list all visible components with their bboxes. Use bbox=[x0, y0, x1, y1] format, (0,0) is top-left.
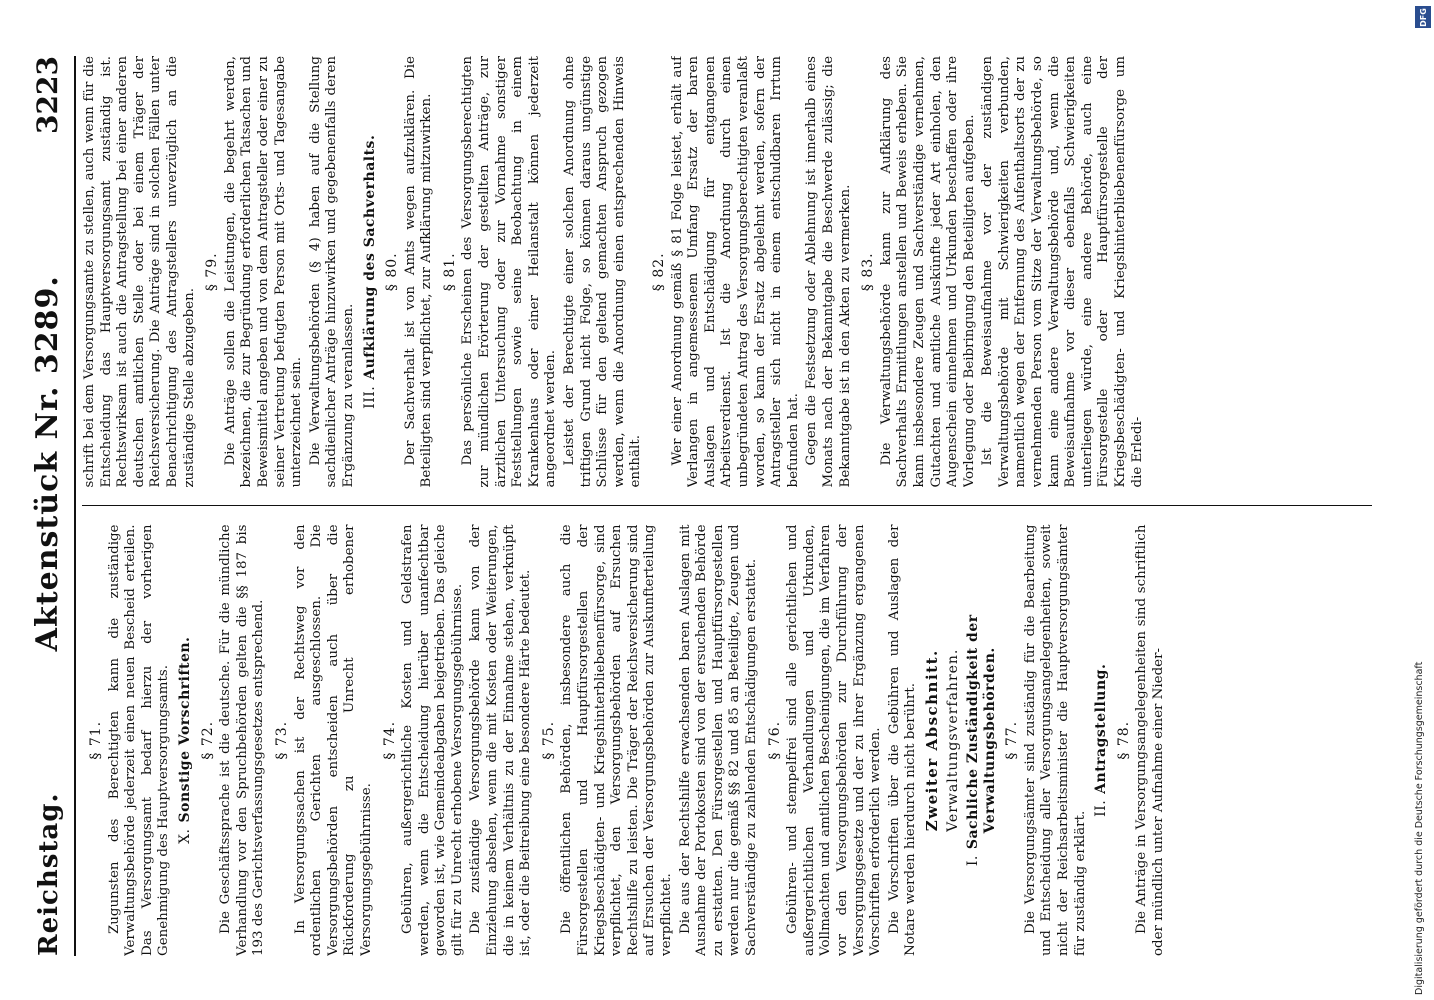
section-heading bbox=[362, 56, 379, 488]
section-heading bbox=[965, 525, 998, 957]
paragraph: Der Sachverhalt ist von Amts wegen aufzuklären. Die Beteiligten sind verpflichtet, zur Aufklärung mitzuwirken. bbox=[402, 56, 435, 488]
paragraph: Zugunsten des Berechtigten kann die zuständige Verwaltungsbehörde jederzeit einen neuen Bescheid erteilen. Das Versorgungsamt bedarf hierzu der vorherigen Genehmigung des Hauptversorgungsamts. bbox=[106, 524, 172, 956]
heading-text: Sonstige Vorschriften. bbox=[176, 636, 193, 823]
section-heading bbox=[177, 525, 194, 957]
column-left bbox=[82, 525, 1372, 957]
paragraph: In Versorgungssachen ist der Rechtsweg vor den ordentlichen Gerichten ausgeschlossen. Die Versorgungsbehörden entscheiden auch über die Rückforderung zu Unrecht erhobener Versorgungsgebührnisse. bbox=[292, 524, 374, 956]
section-number: § 72. bbox=[199, 720, 216, 760]
section-number: § 73. bbox=[273, 720, 290, 760]
heading-text: Aufklärung des Sachverhalts. bbox=[361, 134, 378, 380]
heading-numeral: II. bbox=[1093, 799, 1110, 817]
heading-text: Sachliche Zuständigkeit der Verwaltungsbehörden. bbox=[965, 614, 998, 850]
paragraph: Wer einer Anordnung gemäß § 81 Folge leistet, erhält auf Verlangen in angemessenem Umfang Ersatz der baren Auslagen und Entschädigung für entgangenen Arbeitsverdienst. Ist die Anordnung durch einen unbegründeten Antrag des Versorgungsberechtigten veranlaßt worden, so kann der Ersatz abgelehnt werden, sofern der Antragsteller sich nicht in einem entschuldbaren Irrtum befunden hat. bbox=[669, 56, 801, 488]
paragraph: Die aus der Rechtshilfe erwachsenden baren Auslagen mit Ausnahme der Portokosten sind von der ersuchenden Behörde zu erstatten. Den Fürsorgestellen und Hauptfürsorgestellen werden nur die gemäß §§ 82 und 85 an Beteiligte, Zeugen und Sachverständige zu zahlenden Entschädigungen erstattet. bbox=[677, 524, 759, 956]
page-number: 3223 bbox=[31, 56, 64, 134]
section-number: § 82. bbox=[651, 252, 667, 292]
section-number: § 76. bbox=[766, 720, 783, 760]
paragraph: Die Anträge in Versorgungsangelegenheiten sind schriftlich oder mündlich unter Aufnahme einer Nieder- bbox=[1134, 524, 1167, 956]
dfg-logo: DFG bbox=[1415, 6, 1431, 28]
paragraph: Die zuständige Versorgungsbehörde kann von der Einziehung absehen, wenn die mit Kosten oder Weiterungen, die in keinem Verhältnis zu der Einnahme stehen, verknüpft ist, oder die Beitreibung eine besondere Härte bedeutet. bbox=[468, 524, 534, 956]
paragraph: Die Verwaltungsbehörden (§ 4) haben auf die Stellung sachdienlicher Anträge hinzuwirken und gegebenenfalls deren Ergänzung zu veranlassen. bbox=[307, 56, 356, 488]
header-left: Reichstag. bbox=[34, 792, 64, 956]
header-title: Aktenstück Nr. 3289. bbox=[30, 275, 65, 652]
chapter-subheading: Verwaltungsverfahren. bbox=[944, 648, 961, 832]
credit-text: Digitalisierung gefördert durch die Deutsche Forschungsgemeinschaft bbox=[1414, 661, 1425, 995]
heading-numeral: X. bbox=[176, 828, 193, 844]
chapter-heading: Zweiter Abschnitt. bbox=[922, 649, 941, 832]
page-header bbox=[30, 56, 76, 956]
column-divider bbox=[82, 506, 1372, 507]
paragraph: Gegen die Festsetzung oder Ablehnung ist innerhalb eines Monats nach der Bekanntgabe die Beschwerde zulässig; die Bekanntgabe ist in den Akten zu vermerken. bbox=[804, 56, 853, 488]
section-heading bbox=[1093, 525, 1110, 957]
column-right bbox=[82, 56, 1372, 488]
section-number: § 83. bbox=[860, 252, 877, 292]
paragraph: Die öffentlichen Behörden, insbesondere auch die Fürsorgestellen und Hauptfürsorgestellen der Kriegsbeschädigten- und Kriegshinterbliebenenfürsorge, sind verpflichtet, den Versorgungsbehörden auf Ersuchen Rechtshilfe zu leisten. Die Träger der Reichsversicherung sind auf Ersuchen der Versorgungsbehörden zur Auskunfterteilung verpflichtet. bbox=[559, 524, 674, 956]
section-number: § 81. bbox=[441, 252, 458, 292]
paragraph: Die Verwaltungsbehörde kann zur Aufklärung des Sachverhalts Ermittlungen anstellen und Beweis erheben. Sie kann insbesondere Zeugen und Sachverständige vernehmen, Gutachten und amtliche Auskünfte jeder Art einholen, den Augenschein einnehmen und Urkunden beschaffen oder ihre Vorlegung oder Beibringung den Beteiligten aufgeben. bbox=[878, 56, 977, 488]
paragraph: Die Geschäftssprache ist die deutsche. Für die mündliche Verhandlung vor den Spruchbehörden gelten die §§ 187 bis 193 des Gerichtsverfassungsgesetzes entsprechend. bbox=[218, 524, 267, 956]
section-number: § 75. bbox=[540, 720, 557, 760]
paragraph: Gebühren, außergerichtliche Kosten und Geldstrafen werden, wenn die Entscheidung hierüber unanfechtbar geworden ist, wie Gemeindeabgaben beigetrieben. Das gleiche gilt für zu Unrecht erhobene Versorgungsgebührnisse. bbox=[400, 524, 465, 956]
paragraph: Das persönliche Erscheinen des Versorgungsberechtigten zur mündlichen Erörterung der gestellten Anträge, zur ärztlichen Untersuchung oder zur Vornahme sonstiger Feststellungen sowie seine Beobachtung in einem Krankenhaus oder einer Heilanstalt können jederzeit angeordnet werden. bbox=[460, 56, 559, 488]
text-columns bbox=[82, 56, 1372, 956]
section-number: § 79. bbox=[204, 252, 221, 292]
digitization-credit bbox=[1412, 0, 1434, 1000]
paragraph: Die Anträge sollen die Leistungen, die begehrt werden, bezeichnen, die zur Begründung erforderlichen Tatsachen und Beweismittel angeben und von dem Antragsteller oder einer zu seiner Vertretung befugten Person mit Orts- und Tagesangabe unterzeichnet sein. bbox=[222, 56, 305, 488]
heading-numeral: I. bbox=[965, 855, 982, 867]
section-number: § 74. bbox=[381, 720, 398, 760]
section-number: § 78. bbox=[1115, 720, 1132, 760]
heading-numeral: III. bbox=[361, 385, 378, 409]
paragraph: Die Vorschriften über die Gebühren und Auslagen der Notare werden hierdurch nicht berührt. bbox=[886, 524, 919, 956]
paragraph: Die Versorgungsämter sind zuständig für die Bearbeitung und Entscheidung aller Versorgungsangelegenheiten, soweit nicht der Reichsarbeitsminister die Hauptversorgungsämter für zuständig erklärt. bbox=[1022, 524, 1088, 956]
heading-text: Antragstellung. bbox=[1093, 663, 1110, 794]
paragraph: schrift bei dem Versorgungsamte zu stellen, auch wenn für die Entscheidung das Hauptversorgungsamt zuständig ist. Rechtswirksam ist auch die Antragstellung bei einer anderen deutschen amtlichen Stelle oder bei einem Träger der Reichsversicherung. Die Anträge sind in solchen Fällen unter Benachrichtigung des Antragstellers unverzüglich an die zuständige Stelle abzugeben. bbox=[82, 56, 197, 488]
paragraph: Ist die Beweisaufnahme vor der zuständigen Verwaltungsbehörde mit Schwierigkeiten verbunden, namentlich wegen der Entfernung des Aufenthaltsorts der zu vernehmenden Person vom Sitze der Verwaltungsbehörde, so kann eine andere Verwaltungsbehörde und, wenn die Beweisaufnahme vor dieser ebenfalls Schwierigkeiten unterliegen würde, eine andere Behörde, auch eine Fürsorgestelle oder Hauptfürsorgestelle der Kriegsbeschädigten- und Kriegshinterbliebenenfürsorge um die Erledi- bbox=[980, 56, 1145, 488]
paragraph: Leistet der Berechtigte einer solchen Anordnung ohne triftigen Grund nicht Folge, so können daraus ungünstige Schlüsse für den geltend gemachten Anspruch gezogen werden, wenn die Anordnung einen entsprechenden Hinweis enthält. bbox=[562, 56, 644, 488]
paragraph: Gebühren- und stempelfrei sind alle gerichtlichen und außergerichtlichen Verhandlungen und Urkunden, Vollmachten und amtlichen Bescheinigungen, die im Verfahren vor den Versorgungsbehörden zur Durchführung der Versorgungsgesetze und der zu ihrer Ergänzung ergangenen Vorschriften erforderlich werden. bbox=[785, 524, 884, 956]
section-number: § 71. bbox=[88, 720, 104, 760]
section-number: § 80. bbox=[384, 252, 401, 292]
section-number: § 77. bbox=[1004, 720, 1021, 760]
